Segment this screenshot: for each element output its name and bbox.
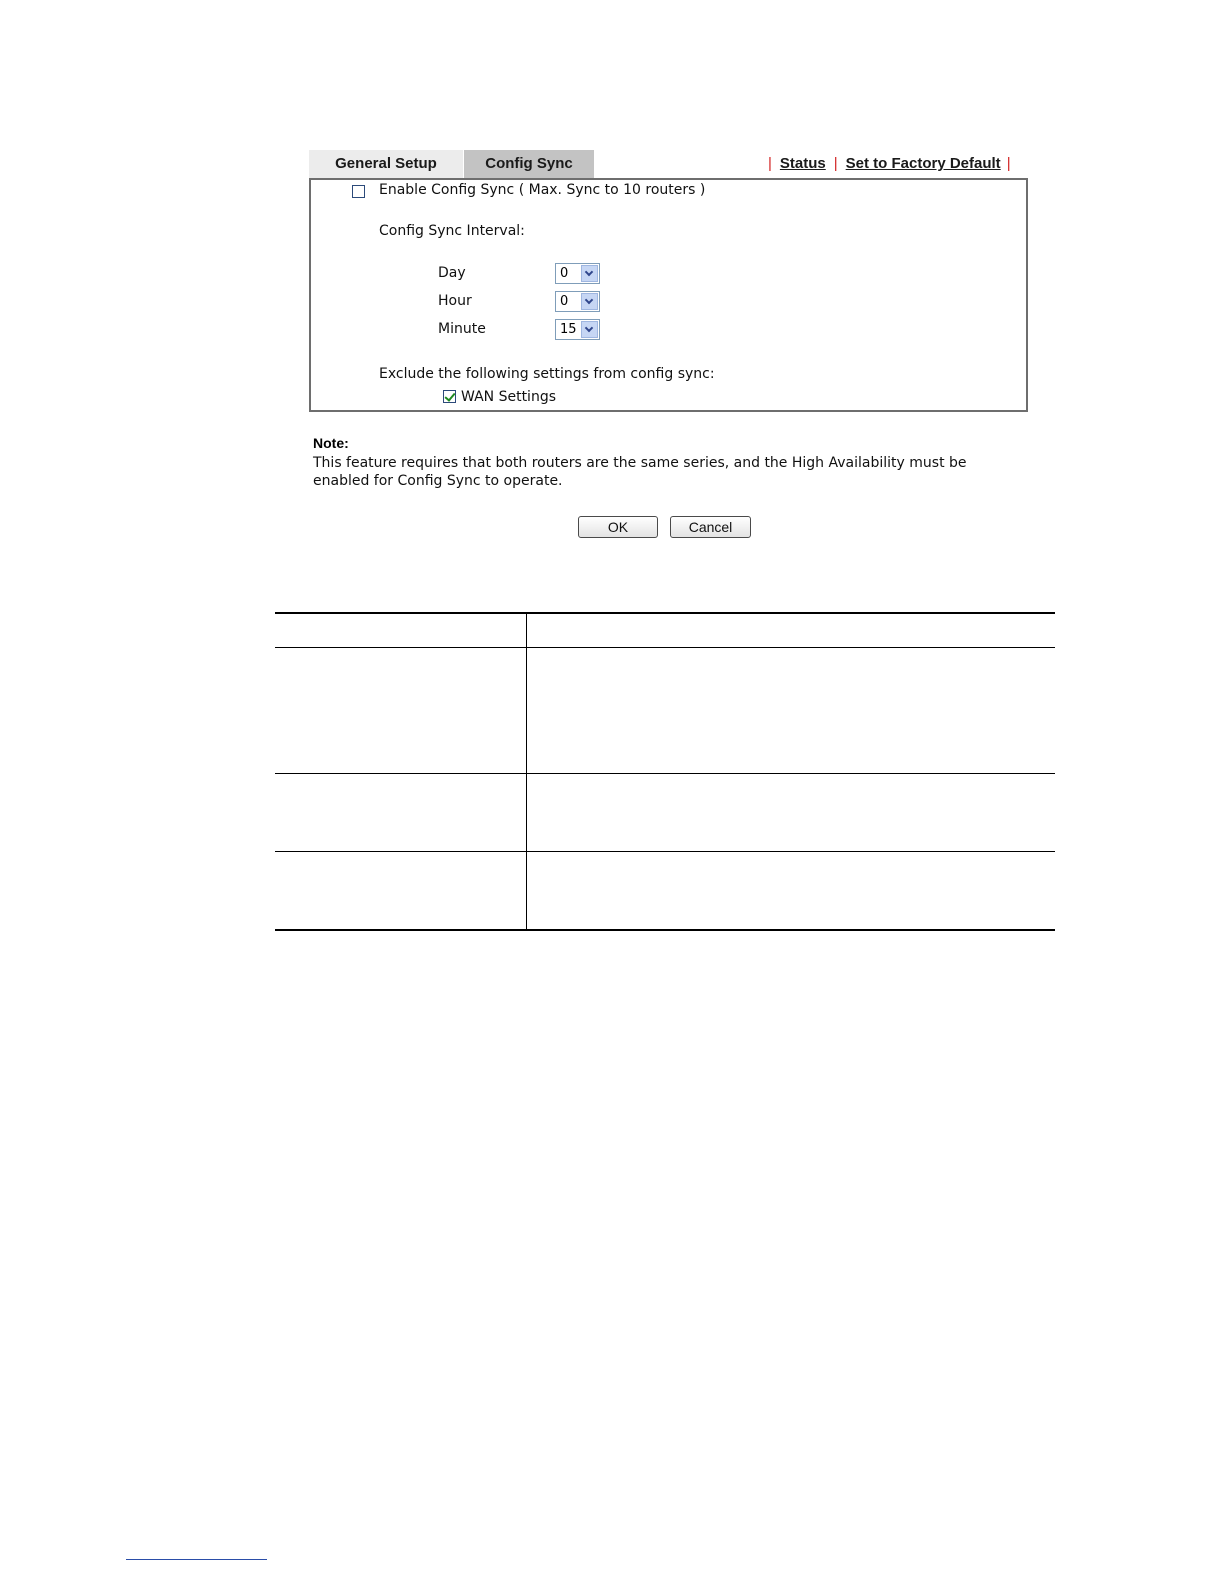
minute-select-value: 15 <box>560 322 577 337</box>
table-column-divider <box>526 612 527 930</box>
wan-settings-label: WAN Settings <box>461 389 556 405</box>
link-separator: | <box>1006 155 1011 172</box>
footnote-rule <box>126 1559 267 1560</box>
cancel-button[interactable]: Cancel <box>670 516 751 538</box>
table-row-divider <box>275 773 1055 774</box>
enable-config-sync-checkbox[interactable] <box>352 185 365 198</box>
wan-settings-checkbox[interactable] <box>443 390 456 403</box>
chevron-down-icon[interactable] <box>581 265 598 282</box>
tab-config-sync[interactable]: Config Sync <box>464 150 594 178</box>
note-title: Note: <box>313 435 349 451</box>
sync-interval-label: Config Sync Interval: <box>379 223 525 239</box>
day-select-value: 0 <box>560 266 569 281</box>
hour-select[interactable] <box>555 291 600 312</box>
factory-default-link[interactable]: Set to Factory Default <box>845 155 1001 172</box>
table-row-divider <box>275 851 1055 852</box>
table-bottom-border <box>275 929 1055 931</box>
chevron-down-icon[interactable] <box>581 293 598 310</box>
chevron-down-icon[interactable] <box>581 321 598 338</box>
table-row-divider <box>275 647 1055 648</box>
table-top-border <box>275 612 1055 614</box>
enable-config-sync-label: Enable Config Sync ( Max. Sync to 10 routers ) <box>379 182 706 198</box>
note-text: This feature requires that both routers are the same series, and the High Availability must be enabled for Config Sync to operate. <box>313 455 967 489</box>
minute-label: Minute <box>438 321 486 337</box>
hour-label: Hour <box>438 293 472 309</box>
status-link[interactable]: Status <box>779 155 826 172</box>
ok-button[interactable]: OK <box>578 516 658 538</box>
tab-general-setup[interactable]: General Setup <box>309 150 463 178</box>
link-separator: | <box>833 155 838 172</box>
top-links <box>760 150 1028 178</box>
minute-select[interactable] <box>555 319 600 340</box>
link-separator: | <box>768 155 772 172</box>
hour-select-value: 0 <box>560 294 569 309</box>
day-label: Day <box>438 265 466 281</box>
day-select[interactable] <box>555 263 600 284</box>
exclude-settings-label: Exclude the following settings from config sync: <box>379 366 715 382</box>
